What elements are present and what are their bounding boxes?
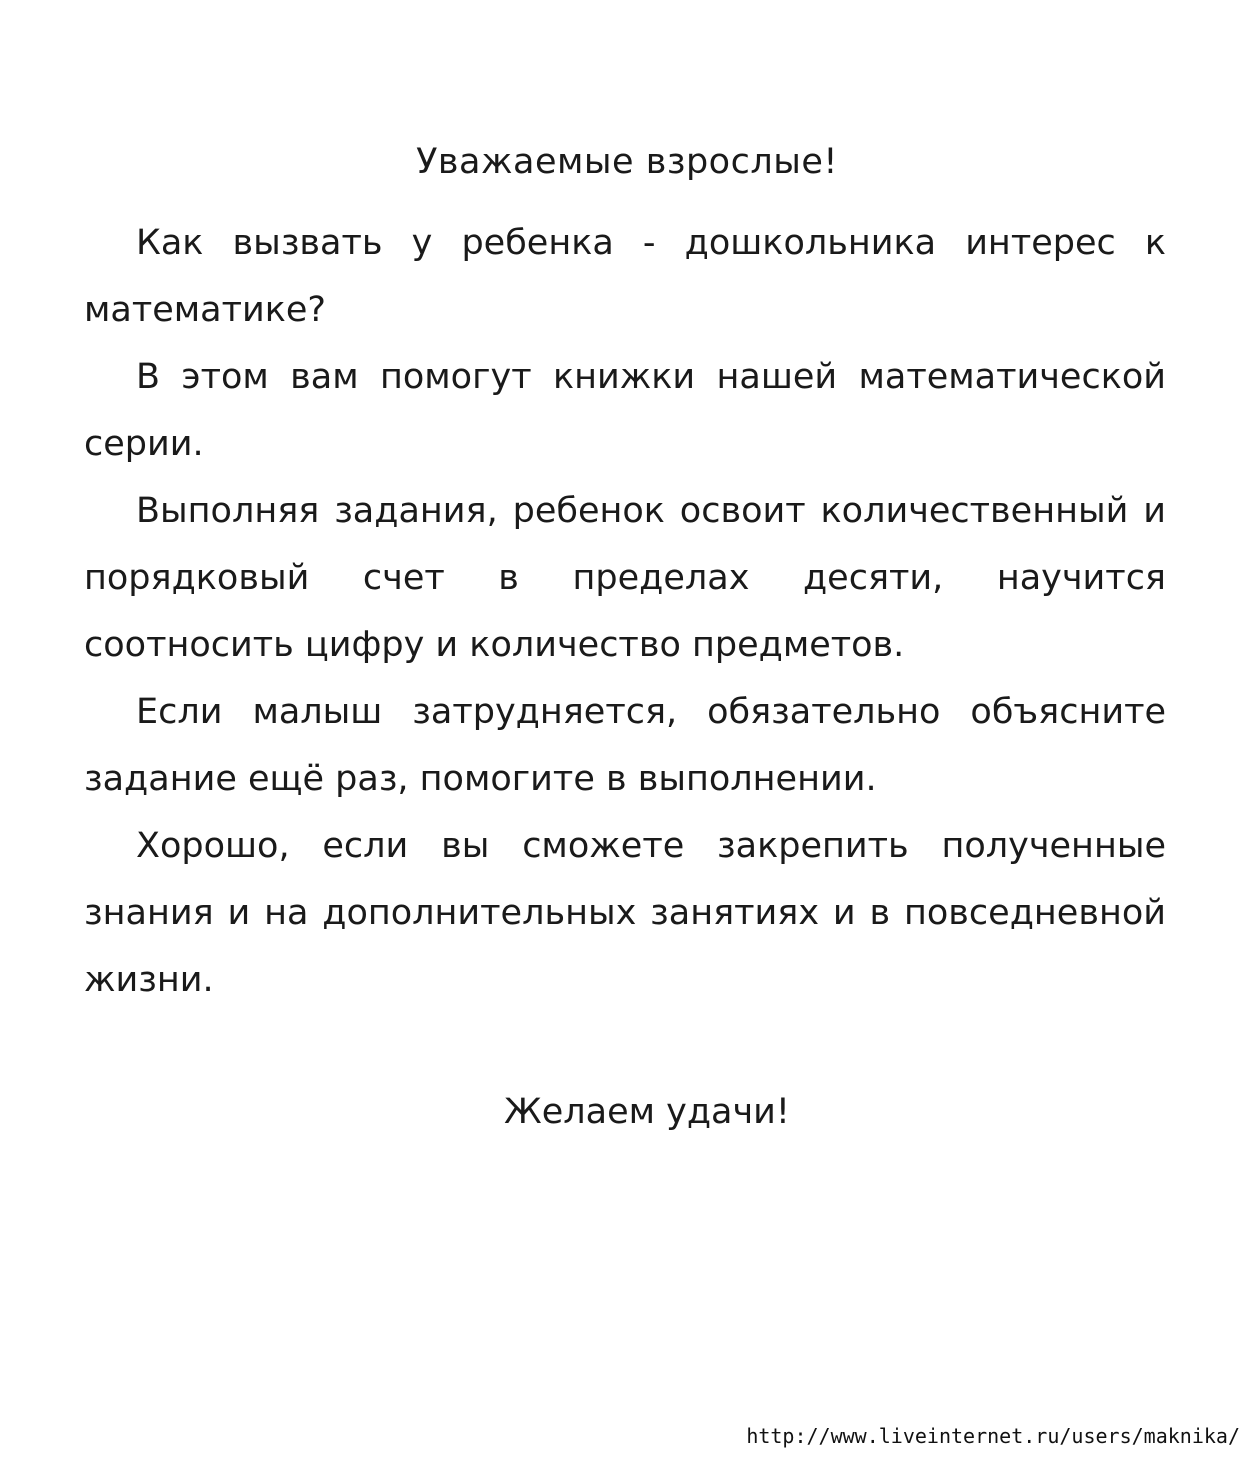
watermark-url: http://www.liveinternet.ru/users/maknika/ [746,1424,1240,1448]
paragraph-5: Хорошо, если вы сможете закрепить полученные знания и на дополнительных занятиях и в повседневной жизни. [84,826,1166,1000]
paragraph-2: В этом вам помогут книжки нашей математической серии. [84,357,1166,464]
document-body [84,210,1166,1014]
closing-line: Желаем удачи! [504,1092,790,1132]
paragraph-3: Выполняя задания, ребенок освоит количественный и порядковый счет в пределах десяти, научится соотносить цифру и количество предметов. [84,491,1166,665]
page-title: Уважаемые взрослые! [416,142,838,182]
paragraph-4: Если малыш затрудняется, обязательно объясните задание ещё раз, помогите в выполнении. [84,692,1166,799]
paragraph-1: Как вызвать у ребенка - дошкольника интерес к математике? [84,223,1166,330]
